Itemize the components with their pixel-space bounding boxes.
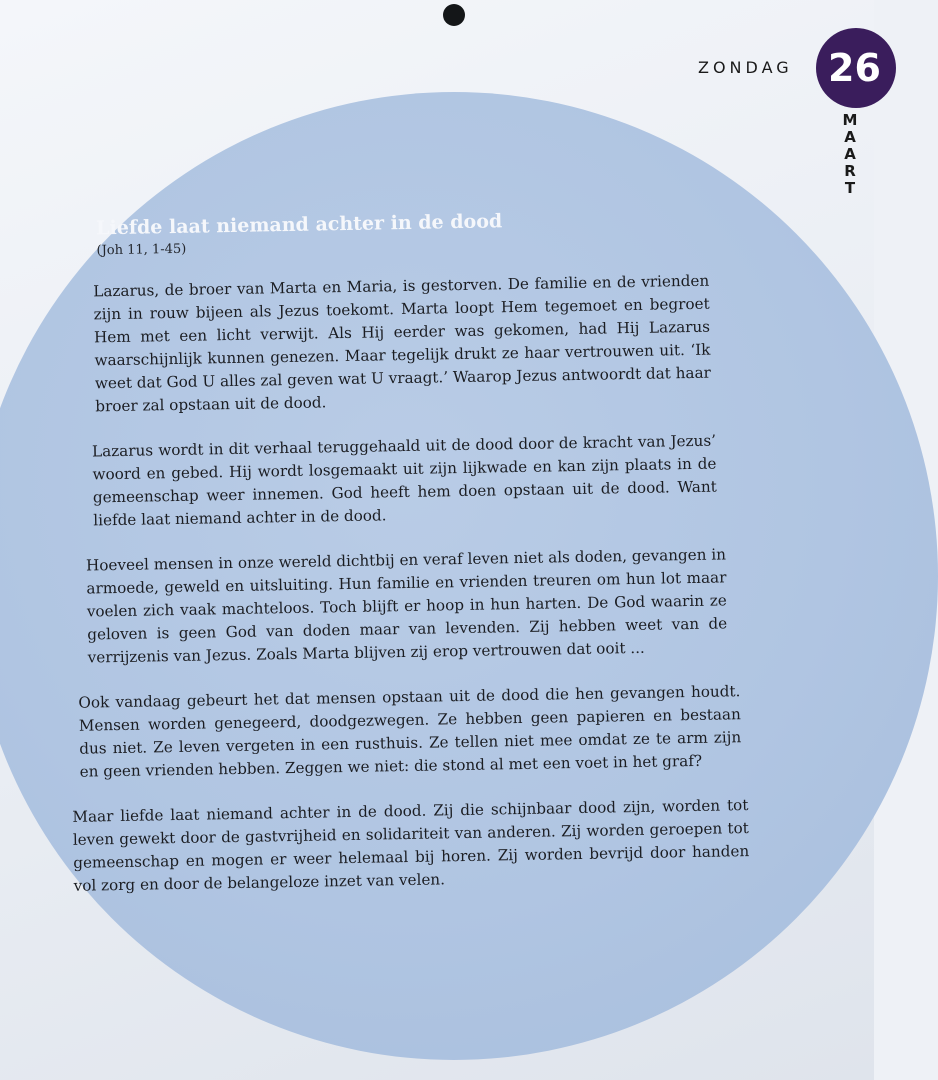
bible-reference: (Joh 11, 1-45) — [96, 241, 187, 259]
paragraph: Hoeveel mensen in onze wereld dichtbij en veraf leven niet als doden, gevangen in armoede, geweld en uitsluiting. Hun familie en vrienden treuren om hun lot maar voelen zich vaak machteloos. Toch blijft er hoop in hun harten. De God waarin ze geloven is geen God van doden maar van levenden. Zij hebben weet van de verrijzenis van Jezus. Zoals Marta blijven zij erop vertrouwen dat ooit ... — [85, 545, 728, 667]
date-number: 26 — [828, 46, 881, 90]
month-label: MAART — [842, 111, 858, 197]
paragraph: Maar liefde laat niemand achter in de dood. Zij die schijnbaar dood zijn, worden tot leven gewekt door de gastvrijheid en solidariteit van anderen. Zij worden geroepen tot gemeenschap en mogen er weer helemaal bij horen. Zij worden bevrijd door handen vol zorg en door de belangeloze inzet van velen. — [72, 796, 750, 895]
article-title: Liefde laat niemand achter in de dood — [95, 210, 503, 240]
paragraph: Ook vandaag gebeurt het dat mensen opstaan uit de dood die hen gevangen houdt. Mensen worden genegeerd, doodgezwegen. Ze hebben geen papieren en bestaan dus niet. Ze leven vergeten in een rusthuis. Ze tellen niet mee omdat ze te arm zijn en geen vrienden hebben. Zeggen we niet: die stond al met een voet in het graf? — [78, 682, 742, 781]
paragraph: Lazarus wordt in dit verhaal teruggehaald uit de dood door de kracht van Jezus’ woord en gebed. Hij wordt losgemaakt uit zijn lijkwade en kan zijn plaats in de gemeenschap weer innemen. God heeft hem doen opstaan uit de dood. Want liefde laat niemand achter in de dood. — [91, 431, 717, 530]
article — [58, 206, 750, 920]
paragraph: Lazarus, de broer van Marta en Maria, is gestorven. De familie en de vrienden zijn in rouw bijeen als Jezus toekomt. Marta loopt Hem tegemoet en begroet Hem met een licht verwijt. Als Hij eerder was gekomen, had Hij Lazarus waarschijnlijk kunnen genezen. Maar tegelijk drukt ze haar vertrouwen uit. ‘Ik weet dat God U alles zal geven wat U vraagt.’ Waarop Jezus antwoordt dat haar broer zal opstaan uit de dood. — [93, 271, 711, 416]
day-label: ZONDAG — [698, 58, 793, 77]
punch-hole — [443, 4, 465, 26]
